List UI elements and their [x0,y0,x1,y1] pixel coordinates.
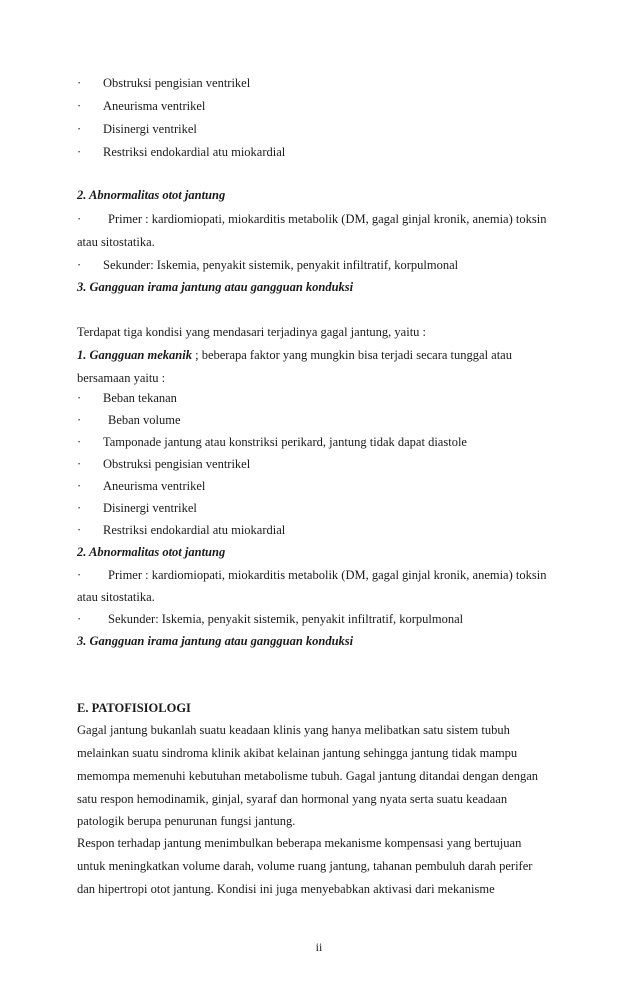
page-number: ii [315,940,323,954]
bullet: · [77,457,82,471]
bullet: · [77,612,82,626]
heading-abnormalitas-2: 2. Abnormalitas otot jantung [77,545,226,559]
list-item-text: Obstruksi pengisian ventrikel [103,76,251,90]
paragraph-line: dan hipertropi otot jantung. Kondisi ini juga menyebabkan aktivasi dari mekanisme [77,882,495,896]
list-item-text: Obstruksi pengisian ventrikel [103,457,251,471]
bullet: · [77,99,82,113]
list-item-text: Restriksi endokardial atu miokardial [103,523,286,537]
list-item-text: Tamponade jantung atau konstriksi perikard, jantung tidak dapat diastole [103,435,467,449]
heading-gangguan-irama-2: 3. Gangguan irama jantung atau gangguan konduksi [77,634,354,648]
gangguan-mekanik-label: 1. Gangguan mekanik [77,348,192,362]
gangguan-mekanik-continuation: bersamaan yaitu : [77,371,166,385]
bullet: · [77,479,82,493]
list-item-continuation: atau sitostatika. [77,590,155,604]
list-item-continuation: atau sitostatika. [77,235,155,249]
bullet: · [77,258,82,272]
list-item-text: Beban volume [108,413,181,427]
bullet: · [77,391,82,405]
bullet: · [77,122,82,136]
heading-gangguan-irama: 3. Gangguan irama jantung atau gangguan konduksi [77,280,354,294]
intro-paragraph: Terdapat tiga kondisi yang mendasari terjadinya gagal jantung, yaitu : [77,325,427,339]
bullet: · [77,435,82,449]
paragraph-line: melainkan suatu sindroma klinik akibat kelainan jantung sehingga jantung tidak mampu [77,746,518,760]
bullet: · [77,76,82,90]
bullet: · [77,212,82,226]
list-item-text: Beban tekanan [103,391,177,405]
list-item-text: Disinergi ventrikel [103,122,197,136]
list-item-text: Sekunder: Iskemia, penyakit sistemik, penyakit infiltratif, korpulmonal [108,612,464,626]
paragraph-line: untuk meningkatkan volume darah, volume ruang jantung, tahanan pembuluh darah perifer [77,859,533,873]
bullet: · [77,523,82,537]
list-item-text: Sekunder: Iskemia, penyakit sistemik, penyakit infiltratif, korpulmonal [103,258,459,272]
list-item-text: Disinergi ventrikel [103,501,197,515]
list-item-text: Primer : kardiomiopati, miokarditis metabolik (DM, gagal ginjal kronik, anemia) toksin [108,212,547,226]
bullet: · [77,413,82,427]
list-item-text: Primer : kardiomiopati, miokarditis metabolik (DM, gagal ginjal kronik, anemia) toksin [108,568,547,582]
bullet: · [77,568,82,582]
list-item-text: Aneurisma ventrikel [103,99,206,113]
section-heading-patofisiologi: E. PATOFISIOLOGI [77,701,191,715]
list-item-text: Restriksi endokardial atu miokardial [103,145,286,159]
gangguan-mekanik-text: ; beberapa faktor yang mungkin bisa terjadi secara tunggal atau [191,348,512,362]
paragraph-line: satu respon hemodinamik, ginjal, syaraf dan hormonal yang nyata serta suatu keadaan [77,792,508,806]
list-item-text: Aneurisma ventrikel [103,479,206,493]
paragraph-line: Gagal jantung bukanlah suatu keadaan klinis yang hanya melibatkan satu sistem tubuh [77,723,510,737]
heading-abnormalitas: 2. Abnormalitas otot jantung [77,188,226,202]
paragraph-line: Respon terhadap jantung menimbulkan beberapa mekanisme kompensasi yang bertujuan [77,836,522,850]
gangguan-mekanik-line [77,347,562,363]
paragraph-line: memompa memenuhi kebutuhan metabolisme tubuh. Gagal jantung ditandai dengan dengan [77,769,538,783]
bullet: · [77,145,82,159]
bullet: · [77,501,82,515]
paragraph-line: patologik berupa penurunan fungsi jantung. [77,814,296,828]
